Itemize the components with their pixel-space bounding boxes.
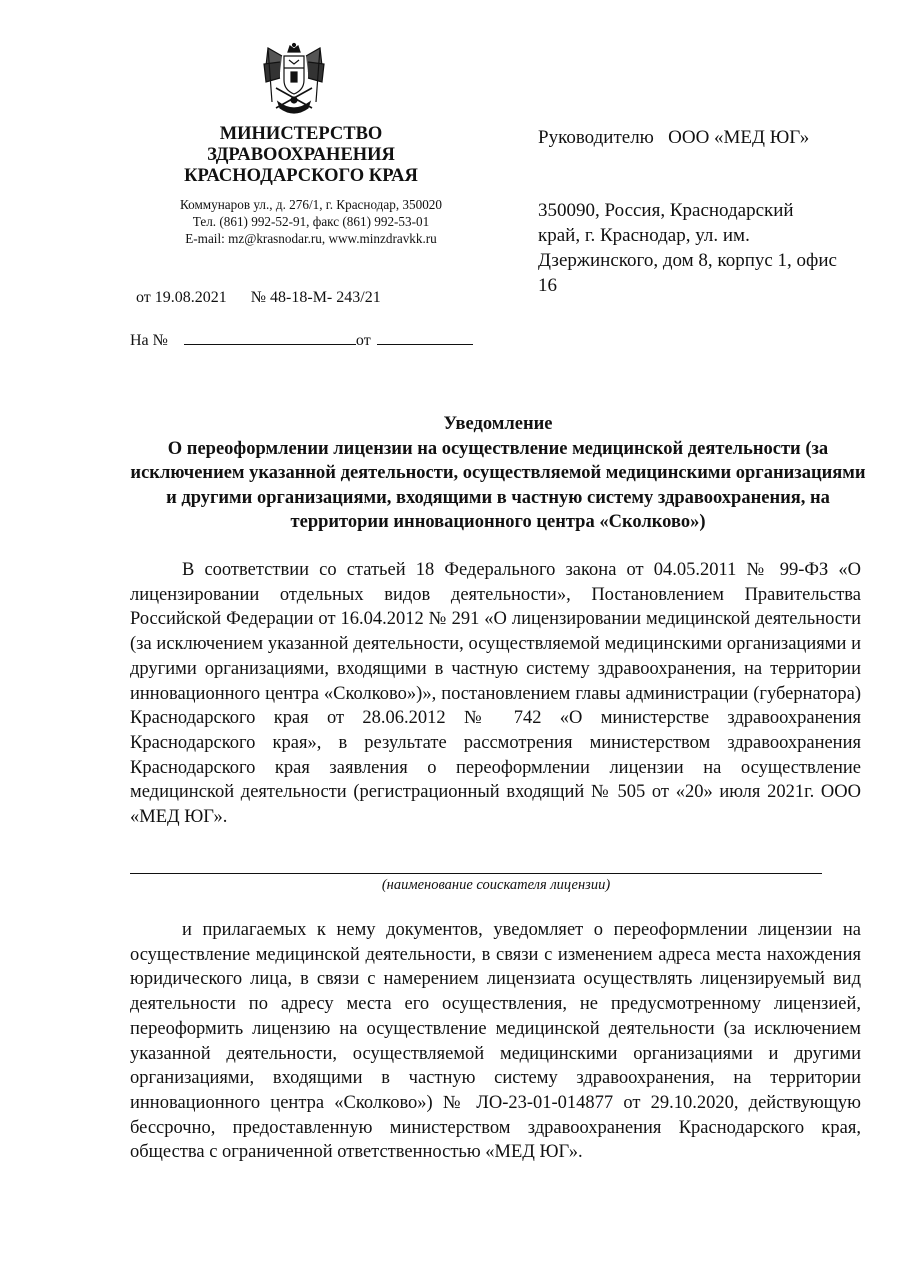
recipient-title: Руководителю ООО «МЕД ЮГ» [538,127,810,148]
contact-phone: Тел. (861) 992-52-91, факс (861) 992-53-01 [192,214,430,229]
document-number: № 48-18-М- 243/21 [250,289,381,306]
coat-of-arms-icon [262,42,326,118]
ministry-contacts [130,196,492,247]
recipient-address: 350090, Россия, Краснодарский край, г. Краснодар, ул. им. Дзержинского, дом 8, корпус 1, офис 16 [538,200,837,296]
reference-line [130,328,473,350]
applicant-name-caption: (наименование соискателя лицензии) [381,877,611,893]
body-paragraph-1: В соответствии со статьей 18 Федерального закона от 04.05.2011 № 99-ФЗ «О лицензировании отдельных видов деятельности», Постановлением Правительства Российской Федерации от 16.04.2012 № 291 «О лицензировании медицинской деятельности (за исключением указанной деятельности, осуществляемой медицинскими организациями и другими организациями, входящими в частную систему здравоохранения, на территории инновационного центра «Сколково»)», постановлением главы администрации (губернатора) Краснодарского края от 28.06.2012 № 742 «О министерстве здравоохранения Краснодарского края», в результате рассмотрения министерством здравоохранения Краснодарского края заявления о переоформлении лицензии на осуществление медицинской деятельности (регистрационный входящий № 505 от «20» июля 2021г. ООО «МЕД ЮГ». [130,560,861,828]
ministry-line: МИНИСТЕРСТВО [219,124,383,144]
notice-title: Уведомление [443,414,553,434]
ministry-name [140,124,462,187]
reference-date-blank [377,328,473,345]
reference-prefix: На № [130,332,168,349]
applicant-name-rule [130,873,822,874]
notice-heading [128,412,868,535]
document-date: от 19.08.2021 [136,289,227,306]
registration-line [136,289,381,307]
ministry-line: КРАСНОДАРСКОГО КРАЯ [184,166,418,186]
body-paragraph-2: и прилагаемых к нему документов, уведомляет о переоформлении лицензии на осуществление медицинской деятельности, в связи с изменением адреса места нахождения юридического лица, в связи с намерением лицензиата осуществлять лицензируемый вид деятельности по адресу места его осуществления, не предусмотренному лицензией, переоформить лицензию на осуществление медицинской деятельности (за исключением указанной деятельности, осуществляемой медицинскими организациями и другими организациями, входящими в частную систему здравоохранения, на территории инновационного центра «Сколково») № ЛО-23-01-014877 от 29.10.2020, действующую бессрочно, предоставленную министерством здравоохранения Краснодарского края, общества с ограниченной ответственностью «МЕД ЮГ». [130,920,861,1163]
contact-address: Коммунаров ул., д. 276/1, г. Краснодар, 350020 [179,197,442,212]
reference-number-blank [184,328,356,345]
reference-from: от [355,332,371,349]
ministry-line: ЗДРАВООХРАНЕНИЯ [207,145,395,165]
notice-subject: О переоформлении лицензии на осуществление медицинской деятельности (за исключением указанной деятельности, осуществляемой медицинскими организациями и другими организациями, входящими в частную систему здравоохранения, на территории инновационного центра «Сколково») [130,438,866,532]
contact-email: E-mail: mz@krasnodar.ru, www.minzdravkk.ru [185,231,437,246]
